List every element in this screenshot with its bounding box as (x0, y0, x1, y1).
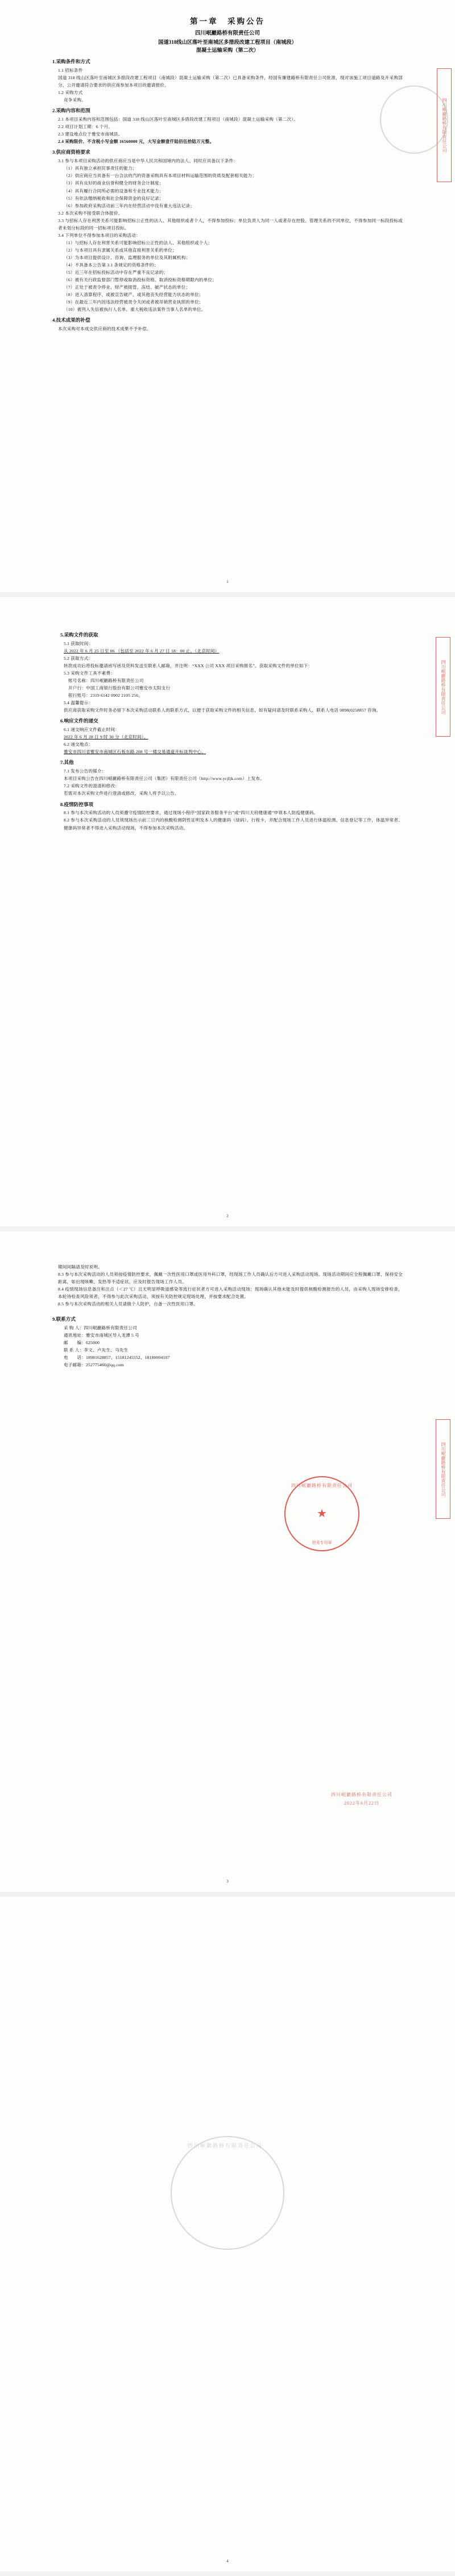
contact-email: 电子邮箱：252775460@qq.com (64, 1362, 124, 1368)
contact-postcode: 邮 编：625000 (64, 1340, 100, 1346)
section-6-2-text: 雅安市四川省雅安市南城区石板东路 208 号一楼交易通道开标谈判中心。 (64, 749, 206, 755)
exclusion-item: （5）近三年在招标投标活动中存在严重不良记录的； (64, 270, 168, 276)
section-3-1-item-3: （3）具有良好的商业信誉和健全的财务会计制度； (64, 180, 164, 186)
page-separator (0, 1226, 455, 1231)
section-8-1: 8.1 参与本次采购活动的人员须遵守疫情防控要求，通过现场小程序“国家政务服务平台”或“四川天府健康通”申领本人防疫健康码。 (64, 810, 318, 816)
contact-address: 通讯地址：雅安市南城区导入龙潭 5 号 (64, 1333, 139, 1338)
section-3-1-item-6: （6）参加政府采购活动前三年内在经营活动中没有重大违法记录； (64, 203, 195, 208)
section-3-1-item-1: （1）具有独立承担民事责任的能力； (64, 166, 137, 171)
section-7-2-text: 若需对本次采购文件进行澄清或修改，采购人将予以公告。 (64, 791, 179, 796)
section-1-2-label: 1.2 采购方式 (58, 90, 83, 96)
exclusion-item: （8）进入清算程序、或被宣告破产、或其他丧失经营能力状态的单位； (64, 292, 204, 298)
page-number: 1 (226, 580, 229, 584)
exclusion-item: （7）正处于被责令停业、财产被接管、冻结、破产状态的单位； (64, 285, 191, 290)
signature-block (331, 1792, 392, 1806)
section-7-2-label: 7.2 采购文件的澄清和修改： (64, 783, 119, 789)
section-6-heading: 6.响应文件的递交 (60, 718, 98, 724)
section-2-1: 2.1 本项目采购内容和范围包括：国道 318 线山区落叶至南城区多措段改建工程项目（南城段）混凝土运输采购（第二次）。 (58, 117, 299, 122)
exclusion-item: （3）为本项目提供设计、咨询、监理服务的单位及其附属机构； (64, 254, 191, 260)
contact-purchaser: 采 购 人：四川岷巖路桥有限责任公司 (64, 1325, 137, 1331)
exclusion-item: （4）不具备本公告第 3.1 条规定的资格条件的； (64, 262, 159, 268)
section-9-heading: 9.联系方式 (52, 1316, 76, 1322)
project-line: 国道318线山区落叶至南城区多措段改建工程项目（南城段） (158, 39, 297, 45)
section-3-1-item-5: （5）有依法缴纳税收和社会保障资金的良好记录； (64, 195, 164, 201)
exclusion-item: （9）在最近三年内因违法经营被责令关闭或者被吊销营业执照的单位； (64, 299, 204, 305)
document-page-2 (0, 597, 455, 1226)
exclusion-item: （1）与招标人存在利害关系可能影响招标公正性的法人、其他组织或个人； (64, 240, 213, 245)
section-6-2-label: 6.2 递交地点： (64, 742, 93, 747)
section-2-4: 2.4 采购限价、不含税小写金额 16560000 元，大写金额壹仟陆佰伍拾陆万元整。 (58, 139, 214, 145)
document-page-3 (0, 1231, 455, 1892)
section-7-heading: 7.其他 (60, 759, 74, 766)
page3-paragraph: 8.4 疫情现场信息备注和注点（＜27 ℃）且无明显呼吸道感染等流行症状者方可进入采购活动现场；现场确认其他未能及时提供核酸检测报告的人员，由采购人现场安排检查，本轮待检查风险须者，不得参与此次采购活动，须按有关防控规定现场处理，并按要求配合处置。 (58, 1287, 403, 1300)
section-2-2: 2.2 项目计划工期：6 个月。 (58, 124, 113, 130)
signature-company: 四川岷巖路桥有限责任公司 (331, 1792, 392, 1797)
section-7-1-label: 7.1 发布公告的媒介： (64, 769, 106, 774)
account-number: 银行账号：2319 6142 0902 2105 256。 (68, 693, 143, 699)
exclusion-item: （2）与本项目具有隶属关系或其他直接利害关系的单位； (64, 247, 177, 253)
page3-paragraph: 8.5 参与本次采购活动的相关人员请做个人防护，自备一次性医用口罩。 (58, 1301, 198, 1307)
section-5-heading: 5.采购文件的获取 (60, 632, 98, 638)
scope-line: 混凝土运输采购（第二次） (196, 47, 259, 53)
section-4-text: 本次采购对本成交供应商的技术成果不予补偿。 (58, 326, 151, 332)
exclusion-item: （10）被列入失信被执行人名单、重大税收违法案件当事人名单的单位。 (64, 307, 206, 313)
section-8-heading: 8.疫情防控事项 (60, 801, 94, 807)
section-5-1-label: 5.1 获取时间： (64, 640, 93, 646)
section-3-1-item-4: （4）具有履行合同所必需的设备和专业技术能力； (64, 188, 164, 194)
section-5-3-label: 5.3 采购文件工具不素费： (64, 671, 115, 676)
page-separator (0, 1892, 455, 1897)
section-5-1-text: 从 2022 年 6 月 25 日至 06 （包括至 2022 年 6 月 27 日 18：00 止。（北京时间） (64, 648, 220, 654)
section-2-heading: 2.采购内容和范围 (52, 108, 90, 114)
section-6-1-label: 6.1 递交响应文件截止时间： (64, 727, 119, 733)
document-page-1 (0, 0, 455, 592)
page-separator (0, 592, 455, 597)
seal-top-text: 四川岷巖路桥有限责任公司 (291, 1483, 353, 1488)
exclusion-item: （6）被有关行政监督部门暂停或取消投标资格、取消投标资格期限内的单位； (64, 277, 217, 283)
seal-bottom-text: 财务专用章 (312, 1540, 332, 1545)
section-7-1-text: 本项目采购公告在四川岷巖路桥有限责任公司（集团）有限责任公司（http://www.ycjljk.com）上发布。 (64, 776, 265, 782)
section-4-heading: 4.技术成果的补偿 (52, 317, 90, 323)
section-3-heading: 3.供应商资格要求 (52, 149, 90, 155)
section-5-2-text: 转款成功后将投标邀请函写函及资料发送至联系人邮箱，并注明：“XXX 公司 XXX 项目采购报名”。获取采购文件的单位如下： (64, 663, 313, 669)
section-3-1-label: 3.1 参与本项目采购活动的供应商应当是中华人民共和国境内的法人、同时应具备以下条件： (58, 158, 238, 164)
company-vertical-stamp: 四川岷巖路桥有限责任公司 (436, 637, 450, 737)
section-5-2-label: 5.2 获取方式： (64, 655, 93, 661)
account-name: 账号名称：四川岷巖路桥有限责任公司 (68, 678, 144, 684)
page3-paragraph: 8.3 参与本次采购活动的人员须按疫情防控要求，佩戴一次性医用口罩或医用外科口罩，经现场工作人员确认后方可进入采购活动现场。现场活动期间应全程佩戴口罩，保持安全距离，如出现咳嗽、发热等不适症状，应及时报告现场工作人员。 (58, 1272, 403, 1285)
org-line: 四川岷巖路桥有限责任公司 (195, 31, 260, 36)
section-1-2-text: 竞争采购。 (64, 97, 86, 103)
section-3-4-label: 3.4 下列单位不得参加本项目的采购活动： (58, 232, 140, 238)
section-8-2: 8.2 参与本次采购活动的人员须现场出示前三日内的核酸检测阴性证明及本人的健康码（绿码）、行程卡，并配合现场工作人员进行体温检测、信息登记等工作，体温异常者、健康码异常者不得进入采购活动现场，不得参加本次采购活动。 (64, 817, 403, 831)
company-vertical-stamp: 四川岷巖路桥有限责任公司 (436, 1419, 450, 1519)
section-1-heading: 1.采购条件和方式 (52, 59, 90, 65)
section-2-3: 2.3 建设地点位于雅安市南城县。 (58, 132, 123, 137)
section-5-4-text: 供应商获取采购文件时务必留下本次采购活动联系人的联系方式，以便于获取采购文件的相关信息，如有疑问请及时联系采购人，联系人电话 0898(0258857 咨询。 (64, 708, 381, 713)
contact-person: 联 系 人：李文、卢先生、马先生 (64, 1347, 129, 1353)
document-page-4 (0, 1897, 455, 2571)
company-round-seal (284, 1476, 359, 1551)
section-6-1-text: 2022 年 6 月 28 日 9 时 30 分（北京时间）。 (64, 734, 148, 740)
section-3-3: 3.3 与招标人存在利害关系可能影响招标公正性的法人、其他组织或者个人，不得参加投标；单位负责人为同一人或者存在控股、管理关系的不同单位，不得参加同一标段投标或者未划分标段的同一招标项目投标。 (58, 217, 403, 231)
signature-date: 2022年6月22日 (344, 1801, 379, 1806)
watermark-ring (171, 2136, 284, 2250)
page-title: 第一章 采购公告 (190, 17, 265, 26)
page3-paragraph: 期间间隔请及时说明。 (58, 1264, 102, 1269)
contact-phone: 电 话：18981628857、15181245552、18180004107 (64, 1355, 170, 1361)
section-1-1-text: 国道 318 线山区落叶至南城区多措段改建工程项目（南城段）混凝土运输采购（第二次）已具备采购条件，经国有廉建路桥有限责任公司批准，现对该施工项目道路及开采购部分，公开邀请符合要求的供应商参加本项目的邀请报价。 (58, 75, 403, 88)
watermark-text: 四川岷巖路桥有限责任公司 (188, 2143, 263, 2148)
company-vertical-stamp: 四川岷巖路桥有限责任公司 (437, 68, 452, 182)
section-3-1-item-2: （2）供应商应当具备有一台合法的汽的资备采购具有本项目材料运输范围的资质及配套相关能力； (64, 173, 257, 179)
section-1-1-label: 1.1 招标条件 (58, 68, 83, 73)
star-icon: ★ (317, 1507, 327, 1520)
section-5-4-label: 5.4 温馨提示： (64, 700, 93, 706)
account-bank: 开户行：中国工商银行股份有限公司雅安市太阳支行 (68, 685, 171, 691)
section-3-2: 3.2 本次采购不接受联合体报价。 (58, 210, 123, 216)
page-number: 2 (226, 1214, 229, 1218)
page-number: 3 (226, 1879, 229, 1884)
page-number: 4 (226, 2559, 229, 2563)
